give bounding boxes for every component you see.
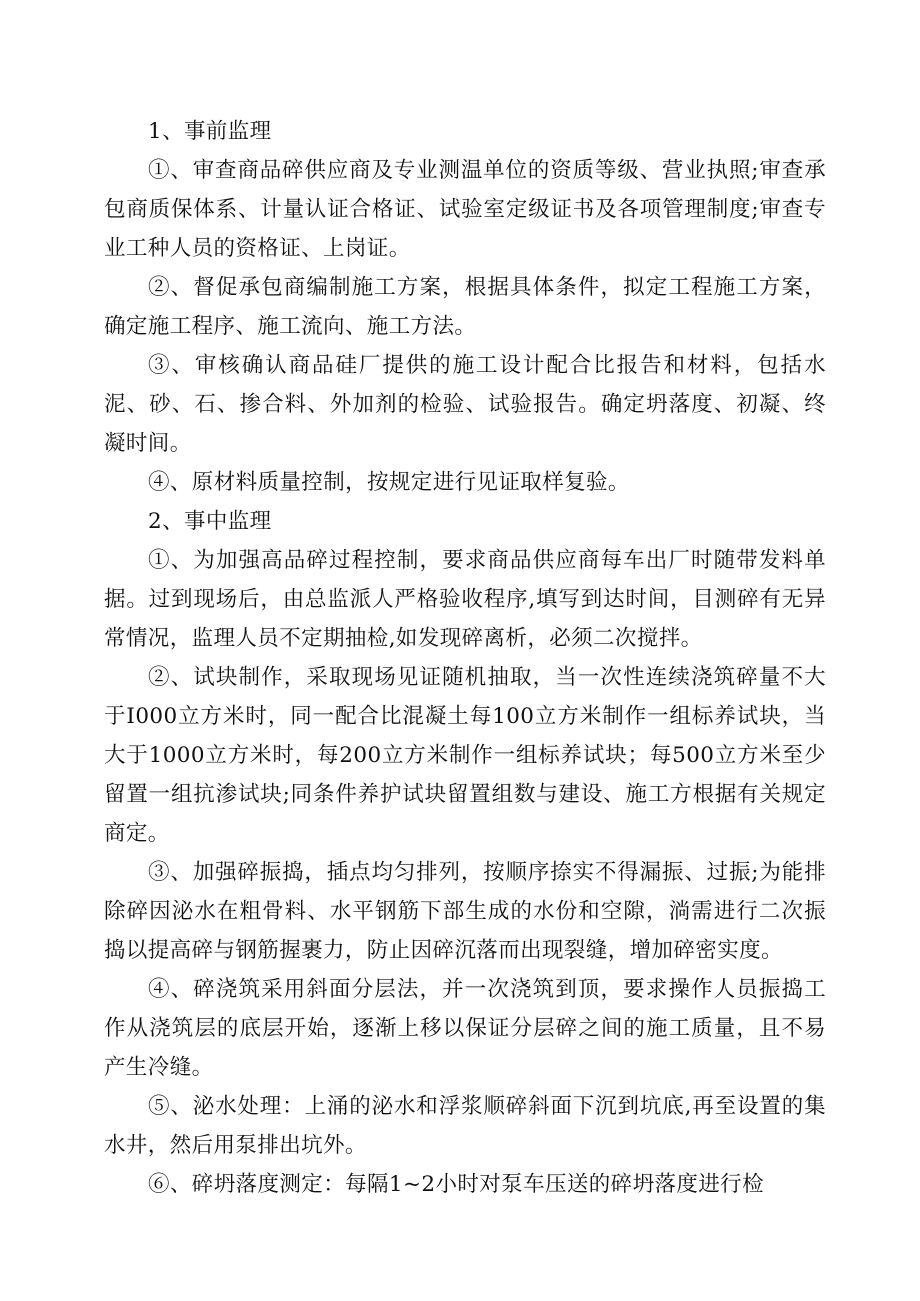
paragraph-mix-design-review: ③、审核确认商品硅厂提供的施工设计配合比报告和材料，包括水泥、砂、石、掺合料、外加剂的检验、试验报告。确定坍落度、初凝、终凝时间。 xyxy=(104,353,826,456)
section-heading-in-process-supervision: 2、事中监理 xyxy=(148,509,272,534)
section-heading-pre-supervision: 1、事前监理 xyxy=(148,119,272,144)
paragraph-bleeding-water: ⑤、泌水处理：上涌的泌水和浮浆顺碎斜面下沉到坑底,再至设置的集水井，然后用泵排出坑外。 xyxy=(104,1094,826,1158)
paragraph-layered-pouring: ④、碎浇筑采用斜面分层法，并一次浇筑到顶，要求操作人员振捣工作从浇筑层的底层开始，逐渐上移以保证分层碎之间的施工质量，且不易产生冷缝。 xyxy=(104,977,826,1080)
paragraph-qualification-review: ①、审查商品碎供应商及专业测温单位的资质等级、营业执照;审查承包商质保体系、计量认证合格证、试验室定级证书及各项管理制度;审查专业工种人员的资格证、上岗证。 xyxy=(104,158,826,261)
document-body xyxy=(104,112,826,1204)
paragraph-construction-plan: ②、督促承包商编制施工方案，根据具体条件，拟定工程施工方案，确定施工程序、施工流向、施工方法。 xyxy=(104,275,826,339)
paragraph-test-block-production: ②、试块制作，采取现场见证随机抽取，当一次性连续浇筑碎量不大于I000立方米时，同一配合比混凝土每100立方米制作一组标养试块，当大于1000立方米时，每200立方米制作一组标养试块；每500立方米至少留置一组抗渗试块;同条件养护试块留置组数与建设、施工方根据有关规定商定。 xyxy=(104,665,826,846)
paragraph-vibration: ③、加强碎振捣，插点均匀排列，按顺序捺实不得漏振、过振;为能排除碎因泌水在粗骨料、水平钢筋下部生成的水份和空隙，淌需进行二次振捣以提高碎与钢筋握裹力，防止因碎沉落而出现裂缝，增加碎密实度。 xyxy=(104,860,826,963)
paragraph-slump-test: ⑥、碎坍落度测定：每隔1~2小时对泵车压送的碎坍落度进行检 xyxy=(148,1172,764,1197)
paragraph-material-control: ④、原材料质量控制，按规定进行见证取样复验。 xyxy=(148,470,630,495)
paragraph-process-control: ①、为加强高品碎过程控制，要求商品供应商每车出厂时随带发料单据。过到现场后，由总监派人严格验收程序,填写到达时间，目测碎有无异常情况，监理人员不定期抽检,如发现碎离析，必须二次搅拌。 xyxy=(104,548,826,651)
